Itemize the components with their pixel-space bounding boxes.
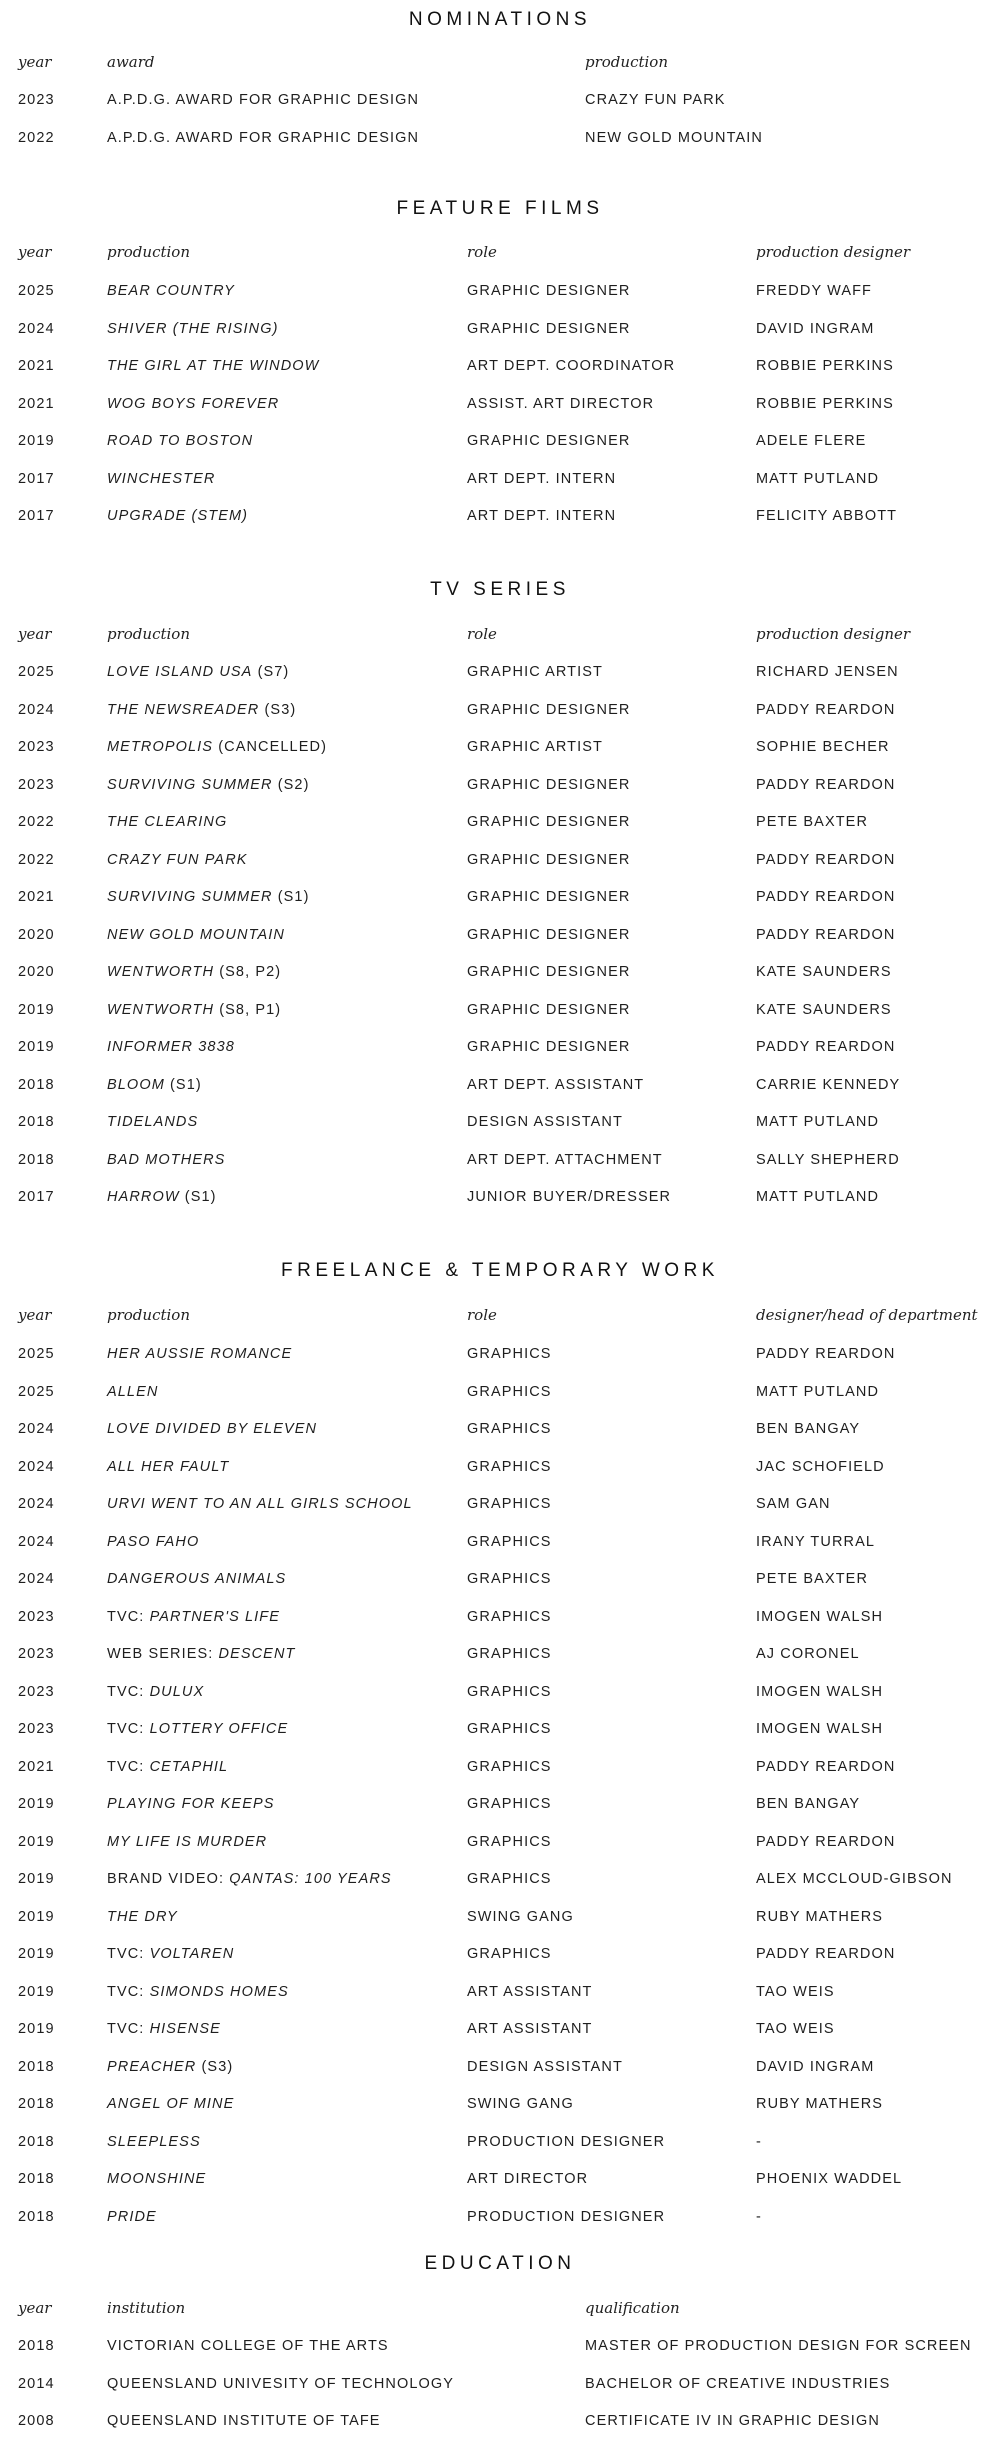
designer-cell: FELICITY ABBOTT: [756, 508, 898, 524]
role-cell: GRAPHIC DESIGNER: [467, 320, 631, 337]
year-cell: 2023: [18, 1608, 55, 1625]
production-prefix: WEB SERIES:: [107, 1646, 219, 1662]
production-title: HARROW: [107, 1189, 180, 1205]
production-title: HISENSE: [149, 2021, 221, 2037]
role-cell: ART DEPT. ATTACHMENT: [467, 1151, 663, 1168]
production-cell: [107, 1494, 413, 1514]
production-title: URVI WENT TO AN ALL GIRLS SCHOOL: [107, 1496, 413, 1512]
role-cell: GRAPHICS: [467, 1646, 552, 1662]
institution-cell: QUEENSLAND UNIVESITY OF TECHNOLOGY: [107, 2375, 455, 2392]
production-cell: [107, 1794, 275, 1814]
production-cell: [107, 1037, 235, 1057]
production-cell: [107, 700, 296, 720]
production-title: THE CLEARING: [107, 814, 228, 830]
role-cell: ART ASSISTANT: [467, 1983, 593, 2000]
year-cell: 2021: [18, 889, 55, 905]
year-cell: 2019: [18, 2021, 55, 2037]
production-cell: [107, 319, 279, 339]
production-cell: [107, 1569, 286, 1589]
production-cell: [107, 2132, 201, 2152]
year-cell: 2018: [18, 2171, 55, 2187]
production-title: PREACHER: [107, 2058, 197, 2075]
production-prefix: TVC:: [107, 1683, 150, 1700]
year-cell: 2021: [18, 358, 55, 374]
year-cell: 2025: [18, 1346, 55, 1362]
year-cell: 2018: [18, 2208, 55, 2225]
role-cell: GRAPHICS: [467, 1758, 552, 1775]
designer-cell: SALLY SHEPHERD: [756, 1151, 900, 1168]
production-title: ANGEL OF MINE: [107, 2096, 235, 2112]
role-cell: GRAPHIC DESIGNER: [467, 283, 631, 299]
production-cell: CRAZY FUN PARK: [585, 92, 726, 108]
production-cell: NEW GOLD MOUNTAIN: [585, 129, 763, 146]
production-cell: [107, 1112, 198, 1132]
production-cell: [107, 1000, 281, 1020]
year-cell: 2024: [18, 320, 55, 337]
designer-cell: AJ CORONEL: [756, 1646, 860, 1662]
designer-cell: SOPHIE BECHER: [756, 739, 890, 755]
column-header-year: year: [18, 53, 52, 71]
production-title: DANGEROUS ANIMALS: [107, 1571, 287, 1587]
institution-cell: QUEENSLAND INSTITUTE OF TAFE: [107, 2413, 381, 2429]
year-cell: 2018: [18, 2338, 55, 2354]
year-cell: 2017: [18, 1189, 55, 1205]
designer-cell: RUBY MATHERS: [756, 1908, 884, 1925]
designer-cell: BEN BANGAY: [756, 1421, 861, 1437]
production-title: THE NEWSREADER: [107, 701, 260, 718]
production-cell: [107, 431, 253, 451]
production-suffix: (S7): [252, 664, 290, 680]
column-header-role: role: [467, 1306, 497, 1324]
designer-cell: -: [756, 2208, 762, 2225]
year-cell: 2019: [18, 1039, 55, 1055]
role-cell: GRAPHICS: [467, 1721, 552, 1737]
production-title: LOVE ISLAND USA: [107, 664, 253, 680]
year-cell: 2023: [18, 1683, 55, 1700]
role-cell: GRAPHICS: [467, 1496, 552, 1512]
production-title: THE DRY: [107, 1908, 178, 1925]
production-title: UPGRADE (STEM): [107, 508, 249, 524]
production-title: NEW GOLD MOUNTAIN: [107, 926, 285, 943]
designer-cell: IMOGEN WALSH: [756, 1608, 884, 1625]
role-cell: GRAPHICS: [467, 1608, 552, 1625]
qualification-cell: MASTER OF PRODUCTION DESIGN FOR SCREEN: [585, 2338, 972, 2354]
year-cell: 2022: [18, 851, 55, 868]
production-title: SURVIVING SUMMER: [107, 776, 273, 793]
designer-cell: DAVID INGRAM: [756, 2058, 875, 2075]
year-cell: 2019: [18, 1908, 55, 1925]
role-cell: GRAPHIC ARTIST: [467, 739, 603, 755]
production-prefix: TVC:: [107, 1983, 150, 2000]
role-cell: ART DEPT. ASSISTANT: [467, 1076, 645, 1093]
production-cell: [107, 1907, 178, 1927]
designer-cell: PADDY REARDON: [756, 1346, 896, 1362]
production-title: WENTWORTH: [107, 964, 215, 980]
year-cell: 2020: [18, 926, 55, 943]
production-title: ALLEN: [107, 1383, 159, 1400]
production-prefix: TVC:: [107, 1608, 150, 1625]
year-cell: 2019: [18, 1871, 55, 1887]
production-suffix: (CANCELLED): [213, 739, 327, 755]
year-cell: 2023: [18, 776, 55, 793]
year-cell: 2018: [18, 2133, 55, 2150]
year-cell: 2017: [18, 508, 55, 524]
production-cell: [107, 469, 215, 489]
column-header-year: year: [18, 2299, 52, 2317]
role-cell: SWING GANG: [467, 1908, 574, 1925]
column-header-year: year: [18, 625, 52, 643]
production-cell: [107, 1644, 296, 1664]
production-cell: [107, 1075, 202, 1095]
year-cell: 2019: [18, 1001, 55, 1018]
role-cell: GRAPHIC DESIGNER: [467, 433, 631, 449]
production-suffix: (S3): [259, 701, 297, 718]
year-cell: 2008: [18, 2413, 55, 2429]
production-cell: [107, 1757, 228, 1777]
production-title: WENTWORTH: [107, 1001, 215, 1018]
year-cell: 2018: [18, 1151, 55, 1168]
designer-cell: ROBBIE PERKINS: [756, 395, 894, 412]
production-title: DULUX: [149, 1683, 205, 1700]
designer-cell: PADDY REARDON: [756, 1833, 896, 1850]
production-cell: [107, 1607, 280, 1627]
designer-cell: PADDY REARDON: [756, 1946, 896, 1962]
production-suffix: (S1): [164, 1076, 202, 1093]
production-cell: [107, 394, 279, 414]
year-cell: 2014: [18, 2375, 55, 2392]
year-cell: 2017: [18, 470, 55, 487]
column-header-production: production: [107, 1306, 190, 1324]
role-cell: ART DEPT. INTERN: [467, 470, 617, 487]
production-suffix: (S8, P2): [214, 964, 282, 980]
production-title: WOG BOYS FOREVER: [107, 395, 280, 412]
year-cell: 2019: [18, 1796, 55, 1812]
year-cell: 2025: [18, 283, 55, 299]
qualification-cell: BACHELOR OF CREATIVE INDUSTRIES: [585, 2375, 891, 2392]
designer-cell: MATT PUTLAND: [756, 470, 880, 487]
production-cell: [107, 2094, 234, 2114]
section-title-tv-series: TV SERIES: [430, 579, 570, 600]
designer-cell: PADDY REARDON: [756, 701, 896, 718]
production-cell: [107, 1532, 199, 1552]
year-cell: 2022: [18, 814, 55, 830]
production-title: SLEEPLESS: [107, 2133, 201, 2150]
designer-cell: -: [756, 2133, 762, 2150]
production-cell: [107, 1982, 289, 2002]
production-cell: [107, 1719, 288, 1739]
production-title: QANTAS: 100 YEARS: [229, 1871, 392, 1887]
role-cell: GRAPHICS: [467, 1571, 552, 1587]
role-cell: ART DIRECTOR: [467, 2171, 589, 2187]
production-cell: [107, 1869, 392, 1889]
production-title: MOONSHINE: [107, 2171, 207, 2187]
institution-cell: VICTORIAN COLLEGE OF THE ARTS: [107, 2338, 389, 2354]
production-title: PRIDE: [107, 2208, 157, 2225]
role-cell: DESIGN ASSISTANT: [467, 2058, 623, 2075]
year-cell: 2019: [18, 1983, 55, 2000]
production-title: SHIVER (THE RISING): [107, 320, 279, 337]
production-suffix: (S2): [272, 776, 310, 793]
role-cell: ART DEPT. COORDINATOR: [467, 358, 676, 374]
designer-cell: BEN BANGAY: [756, 1796, 861, 1812]
production-title: BAD MOTHERS: [107, 1151, 226, 1168]
role-cell: GRAPHICS: [467, 1833, 552, 1850]
designer-cell: RUBY MATHERS: [756, 2096, 884, 2112]
designer-cell: PADDY REARDON: [756, 926, 896, 943]
designer-cell: DAVID INGRAM: [756, 320, 875, 337]
section-title-feature-films: FEATURE FILMS: [396, 198, 604, 219]
production-title: PASO FAHO: [107, 1533, 200, 1550]
year-cell: 2018: [18, 1114, 55, 1130]
production-title: BLOOM: [107, 1076, 165, 1093]
production-cell: [107, 737, 327, 757]
designer-cell: PETE BAXTER: [756, 1571, 869, 1587]
year-cell: 2024: [18, 1571, 55, 1587]
designer-cell: PHOENIX WADDEL: [756, 2171, 903, 2187]
designer-cell: PADDY REARDON: [756, 851, 896, 868]
designer-cell: FREDDY WAFF: [756, 283, 873, 299]
role-cell: GRAPHIC DESIGNER: [467, 926, 631, 943]
column-header-production: production: [107, 625, 190, 643]
designer-cell: MATT PUTLAND: [756, 1383, 880, 1400]
role-cell: GRAPHIC DESIGNER: [467, 851, 631, 868]
year-cell: 2024: [18, 1533, 55, 1550]
year-cell: 2019: [18, 1946, 55, 1962]
role-cell: JUNIOR BUYER/DRESSER: [467, 1189, 672, 1205]
production-title: MY LIFE IS MURDER: [107, 1833, 268, 1850]
column-header-designer: designer/head of department: [756, 1306, 978, 1324]
role-cell: GRAPHICS: [467, 1421, 552, 1437]
qualification-cell: CERTIFICATE IV IN GRAPHIC DESIGN: [585, 2413, 880, 2429]
production-cell: [107, 812, 227, 832]
role-cell: PRODUCTION DESIGNER: [467, 2133, 666, 2150]
production-cell: [107, 1187, 217, 1207]
production-cell: [107, 1944, 234, 1964]
production-cell: [107, 1382, 158, 1402]
year-cell: 2024: [18, 1458, 55, 1475]
production-title: HER AUSSIE ROMANCE: [107, 1346, 293, 1362]
year-cell: 2019: [18, 1833, 55, 1850]
column-header-designer: production designer: [756, 243, 911, 261]
production-prefix: BRAND VIDEO:: [107, 1871, 230, 1887]
production-title: VOLTAREN: [149, 1946, 235, 1962]
production-title: INFORMER 3838: [107, 1039, 235, 1055]
role-cell: GRAPHICS: [467, 1796, 552, 1812]
designer-cell: IMOGEN WALSH: [756, 1721, 884, 1737]
production-cell: [107, 506, 248, 526]
designer-cell: TAO WEIS: [756, 1983, 835, 2000]
production-suffix: (S3): [196, 2058, 234, 2075]
role-cell: PRODUCTION DESIGNER: [467, 2208, 666, 2225]
designer-cell: IMOGEN WALSH: [756, 1683, 884, 1700]
production-prefix: TVC:: [107, 1758, 150, 1775]
year-cell: 2020: [18, 964, 55, 980]
production-cell: [107, 1344, 292, 1364]
role-cell: GRAPHICS: [467, 1533, 552, 1550]
production-title: WINCHESTER: [107, 470, 216, 487]
production-cell: [107, 281, 235, 301]
column-header-designer: production designer: [756, 625, 911, 643]
production-cell: [107, 2169, 206, 2189]
production-title: TIDELANDS: [107, 1114, 199, 1130]
designer-cell: PADDY REARDON: [756, 1039, 896, 1055]
section-title-freelance: FREELANCE & TEMPORARY WORK: [281, 1260, 719, 1281]
designer-cell: KATE SAUNDERS: [756, 964, 892, 980]
role-cell: GRAPHIC DESIGNER: [467, 1001, 631, 1018]
role-cell: SWING GANG: [467, 2096, 574, 2112]
year-cell: 2018: [18, 2096, 55, 2112]
designer-cell: TAO WEIS: [756, 2021, 835, 2037]
year-cell: 2023: [18, 1721, 55, 1737]
designer-cell: ADELE FLERE: [756, 433, 867, 449]
production-cell: [107, 662, 289, 682]
designer-cell: MATT PUTLAND: [756, 1189, 880, 1205]
year-cell: 2025: [18, 1383, 55, 1400]
production-cell: [107, 2057, 233, 2077]
production-title: SIMONDS HOMES: [149, 1983, 289, 2000]
production-title: LOVE DIVIDED BY ELEVEN: [107, 1421, 318, 1437]
designer-cell: JAC SCHOFIELD: [756, 1458, 885, 1475]
year-cell: 2019: [18, 433, 55, 449]
role-cell: GRAPHIC DESIGNER: [467, 701, 631, 718]
designer-cell: RICHARD JENSEN: [756, 664, 899, 680]
role-cell: GRAPHIC DESIGNER: [467, 814, 631, 830]
role-cell: GRAPHIC DESIGNER: [467, 1039, 631, 1055]
role-cell: GRAPHIC DESIGNER: [467, 776, 631, 793]
production-cell: [107, 1419, 317, 1439]
section-title-nominations: NOMINATIONS: [408, 9, 592, 30]
production-cell: [107, 1457, 229, 1477]
year-cell: 2021: [18, 1758, 55, 1775]
production-title: CETAPHIL: [149, 1758, 229, 1775]
column-header-qualification: qualification: [585, 2299, 680, 2317]
year-cell: 2023: [18, 739, 55, 755]
production-prefix: TVC:: [107, 2021, 150, 2037]
production-cell: [107, 887, 310, 907]
production-suffix: (S1): [179, 1189, 217, 1205]
role-cell: GRAPHICS: [467, 1946, 552, 1962]
production-cell: [107, 850, 248, 870]
column-header-role: role: [467, 243, 497, 261]
role-cell: GRAPHICS: [467, 1871, 552, 1887]
designer-cell: IRANY TURRAL: [756, 1533, 876, 1550]
designer-cell: ROBBIE PERKINS: [756, 358, 894, 374]
designer-cell: ALEX MCCLOUD-GIBSON: [756, 1871, 953, 1887]
production-title: CRAZY FUN PARK: [107, 851, 248, 868]
designer-cell: PADDY REARDON: [756, 776, 896, 793]
column-header-year: year: [18, 243, 52, 261]
column-header-institution: institution: [107, 2299, 186, 2317]
role-cell: GRAPHIC ARTIST: [467, 664, 603, 680]
role-cell: GRAPHICS: [467, 1346, 552, 1362]
production-cell: [107, 2207, 157, 2227]
role-cell: GRAPHIC DESIGNER: [467, 964, 631, 980]
role-cell: ASSIST. ART DIRECTOR: [467, 395, 655, 412]
production-title: DESCENT: [218, 1646, 296, 1662]
year-cell: 2024: [18, 1421, 55, 1437]
production-title: PLAYING FOR KEEPS: [107, 1796, 275, 1812]
production-suffix: (S8, P1): [214, 1001, 282, 1018]
production-cell: [107, 962, 281, 982]
role-cell: GRAPHICS: [467, 1683, 552, 1700]
production-title: THE GIRL AT THE WINDOW: [107, 358, 320, 374]
production-title: SURVIVING SUMMER: [107, 889, 273, 905]
year-cell: 2024: [18, 701, 55, 718]
year-cell: 2025: [18, 664, 55, 680]
production-prefix: TVC:: [107, 1721, 150, 1737]
role-cell: GRAPHICS: [467, 1383, 552, 1400]
production-title: METROPOLIS: [107, 739, 214, 755]
production-prefix: TVC:: [107, 1946, 150, 1962]
production-cell: [107, 775, 310, 795]
production-suffix: (S1): [272, 889, 310, 905]
production-title: LOTTERY OFFICE: [149, 1721, 289, 1737]
column-header-role: role: [467, 625, 497, 643]
year-cell: 2022: [18, 129, 55, 146]
production-cell: [107, 925, 285, 945]
designer-cell: PADDY REARDON: [756, 889, 896, 905]
column-header-production: production: [585, 53, 668, 71]
production-title: BEAR COUNTRY: [107, 283, 235, 299]
year-cell: 2021: [18, 395, 55, 412]
production-title: ALL HER FAULT: [107, 1458, 230, 1475]
role-cell: GRAPHICS: [467, 1458, 552, 1475]
year-cell: 2023: [18, 92, 55, 108]
designer-cell: PETE BAXTER: [756, 814, 869, 830]
award-cell: A.P.D.G. AWARD FOR GRAPHIC DESIGN: [107, 92, 420, 108]
column-header-award: award: [107, 53, 155, 71]
column-header-production: production: [107, 243, 190, 261]
year-cell: 2018: [18, 2058, 55, 2075]
production-cell: [107, 356, 319, 376]
designer-cell: MATT PUTLAND: [756, 1114, 880, 1130]
designer-cell: KATE SAUNDERS: [756, 1001, 892, 1018]
production-cell: [107, 1832, 267, 1852]
production-cell: [107, 1682, 204, 1702]
role-cell: ART DEPT. INTERN: [467, 508, 617, 524]
designer-cell: SAM GAN: [756, 1496, 831, 1512]
column-header-year: year: [18, 1306, 52, 1324]
award-cell: A.P.D.G. AWARD FOR GRAPHIC DESIGN: [107, 129, 420, 146]
section-title-education: EDUCATION: [424, 2253, 576, 2274]
designer-cell: PADDY REARDON: [756, 1758, 896, 1775]
production-title: ROAD TO BOSTON: [107, 433, 254, 449]
production-title: PARTNER'S LIFE: [149, 1608, 280, 1625]
role-cell: DESIGN ASSISTANT: [467, 1114, 623, 1130]
year-cell: 2023: [18, 1646, 55, 1662]
year-cell: 2018: [18, 1076, 55, 1093]
production-cell: [107, 2019, 221, 2039]
year-cell: 2024: [18, 1496, 55, 1512]
role-cell: GRAPHIC DESIGNER: [467, 889, 631, 905]
role-cell: ART ASSISTANT: [467, 2021, 593, 2037]
production-cell: [107, 1150, 225, 1170]
designer-cell: CARRIE KENNEDY: [756, 1076, 901, 1093]
